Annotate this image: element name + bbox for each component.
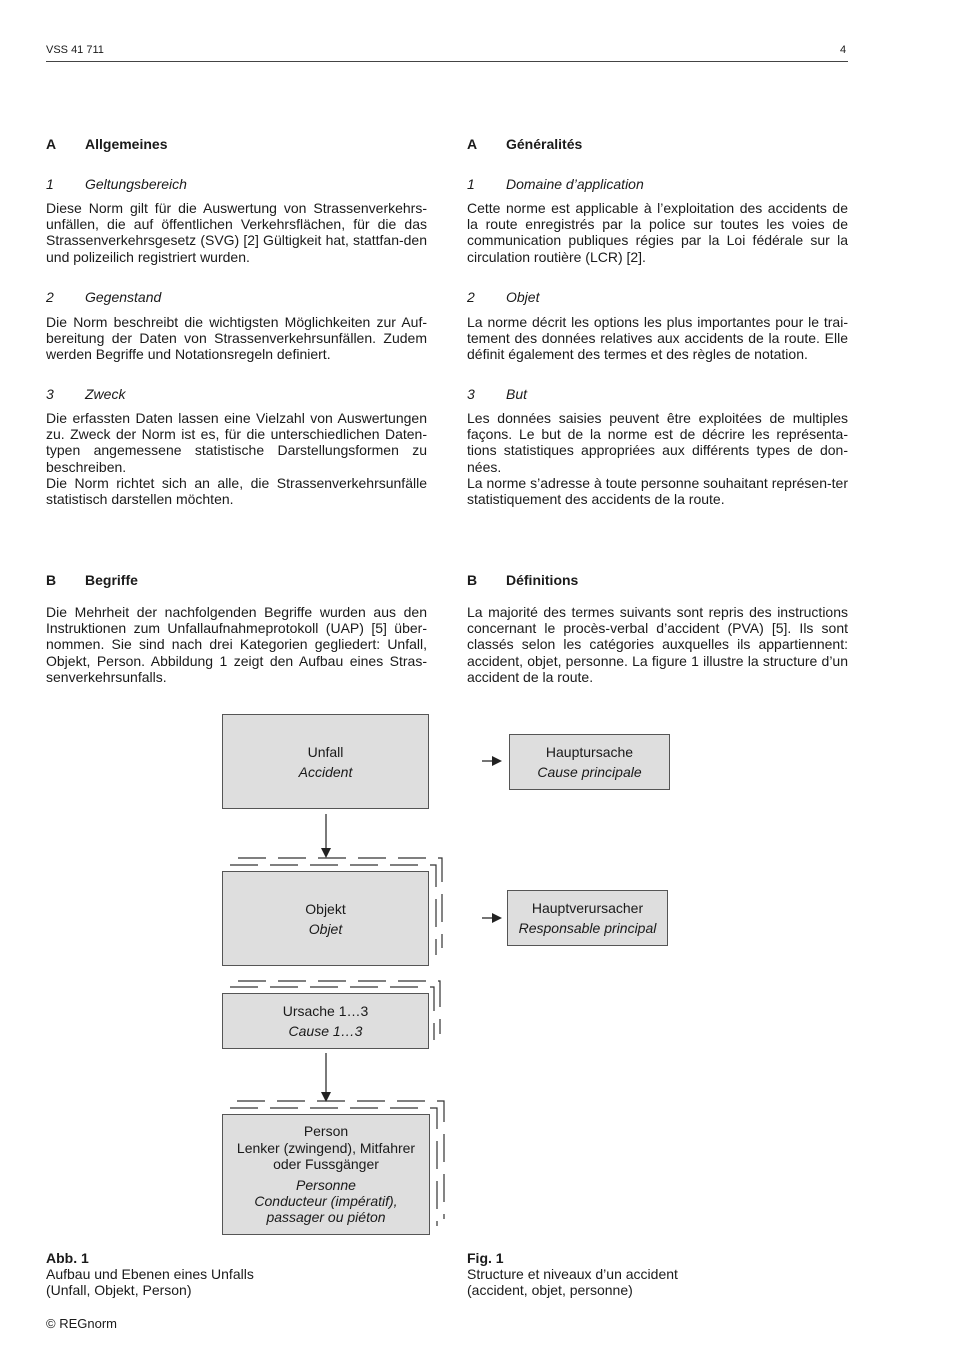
ursache-label-de: Ursache 1…3: [282, 1003, 369, 1019]
fr-subsection-3-text-2: La norme s’adresse à toute personne souhaitant représen-ter statistiquement des accidents de la route.: [467, 475, 848, 508]
fr-subsection-2-heading: 2 Objet: [467, 289, 540, 305]
header-rule: [46, 61, 848, 62]
document-id: VSS 41 711: [46, 44, 104, 56]
fr-caption-label: Fig. 1: [467, 1250, 504, 1266]
ursache-box: [222, 993, 429, 1049]
de-caption-label: Abb. 1: [46, 1250, 89, 1266]
hauptursache-label-fr: Cause principale: [537, 764, 642, 780]
unfall-label-fr: Accident: [298, 763, 353, 780]
fr-subsection-1-heading: 1 Domaine d’application: [467, 176, 644, 192]
person-label-fr-3: passager ou piéton: [266, 1209, 386, 1226]
fr-subsection-1-text: Cette norme est applicable à l’exploitation des accidents de la route enregistrés par la police sur toutes les voies de communication publiques régies par la Loi fédérale sur la circulation routière (LCR) [2].: [467, 200, 848, 265]
objekt-label-de: Objekt: [305, 900, 346, 917]
de-subsection-3-text-2: Die Norm richtet sich an alle, die Strassenverkehrsunfälle statistisch darstellen möchten.: [46, 475, 427, 508]
person-label-fr-2: Conducteur (impératif),: [254, 1192, 398, 1209]
fr-section-b-text: La majorité des termes suivants sont repris des instructions concernant le procès-verbal d’accident (PVA) [5]. Ils sont classés selon les catégories auxquelles ils appartiennent: accident, objet, personne. La figure 1 illustre la structure d’un accident de la route.: [467, 604, 848, 685]
copyright-footer: © REGnorm: [46, 1316, 117, 1331]
person-label-de-2: Lenker (zwingend), Mitfahrer: [236, 1139, 416, 1156]
de-figure-caption: [46, 1250, 254, 1299]
unfall-label-de: Unfall: [307, 743, 344, 760]
page-number: 4: [840, 44, 847, 56]
objekt-box: [222, 871, 429, 966]
de-subsection-1-heading: 1 Geltungsbereich: [46, 176, 187, 192]
de-section-a-heading: A Allgemeines: [46, 136, 168, 152]
de-subsection-2-heading: 2 Gegenstand: [46, 289, 162, 305]
fr-section-b-heading: B Définitions: [467, 572, 579, 588]
fr-subsection-3-heading: 3 But: [467, 386, 528, 402]
hauptursache-box: [509, 734, 670, 790]
objekt-label-fr: Objet: [308, 920, 343, 937]
de-subsection-3-heading: 3 Zweck: [46, 386, 126, 402]
ursache-label-fr: Cause 1…3: [288, 1023, 363, 1039]
person-box: [222, 1114, 430, 1235]
fr-caption-line-1: Structure et niveaux d’un accident: [467, 1266, 678, 1283]
fr-subsection-2-text: La norme décrit les options les plus importantes pour le trai-tement des données relatives aux accidents de la route. Elle définit également des termes et des règles de notation.: [467, 314, 848, 363]
de-subsection-2-text: Die Norm beschreibt die wichtigsten Möglichkeiten zur Auf-bereitung der Daten von Strassenverkehrsunfällen. Zudem werden Begriffe und Notationsregeln definiert.: [46, 314, 427, 363]
de-subsection-1-text: Diese Norm gilt für die Auswertung von Strassenverkehrs-unfällen, die auf öffentlichen Verkehrsflächen, für die das Strassenverkehrsgesetz (SVG) [2] Gültigkeit hat, stattfan-den und polizeilich registriert wurden.: [46, 200, 427, 265]
unfall-box: [222, 714, 429, 809]
fr-subsection-3-text: Les données saisies peuvent être exploitées de multiples façons. Le but de la norme est de décrire les représenta-tions statistiques appropriées aux différents types de don-nées.: [467, 410, 848, 475]
hauptverursacher-label-de: Hauptverursacher: [531, 900, 644, 916]
hauptursache-label-de: Hauptursache: [545, 744, 634, 760]
de-caption-line-1: Aufbau und Ebenen eines Unfalls: [46, 1266, 254, 1283]
hauptverursacher-box: [507, 890, 668, 946]
person-label-de-3: oder Fussgänger: [273, 1156, 379, 1173]
fr-caption-line-2: (accident, objet, personne): [467, 1282, 633, 1299]
person-label-de-1: Person: [303, 1123, 349, 1140]
fr-section-a-heading: A Généralités: [467, 136, 583, 152]
de-caption-line-2: (Unfall, Objekt, Person): [46, 1282, 192, 1299]
hauptverursacher-label-fr: Responsable principal: [518, 920, 657, 936]
fr-figure-caption: [467, 1250, 678, 1299]
person-label-fr-1: Personne: [296, 1176, 356, 1193]
de-section-b-heading: B Begriffe: [46, 572, 138, 588]
de-section-b-text: Die Mehrheit der nachfolgenden Begriffe wurden aus den Instruktionen zum Unfallaufnahmeprotokoll (UAP) [5] über-nommen. Sie sind nach drei Kategorien gegliedert: Unfall, Objekt, Person. Abbildung 1 zeigt den Aufbau eines Stras-senverkehrsunfalls.: [46, 604, 427, 685]
de-subsection-3-text: Die erfassten Daten lassen eine Vielzahl von Auswertungen zu. Zweck der Norm ist es, für die unterschiedlichen Daten-typen angemessene statistische Darstellungsformen zu beschreiben.: [46, 410, 427, 475]
